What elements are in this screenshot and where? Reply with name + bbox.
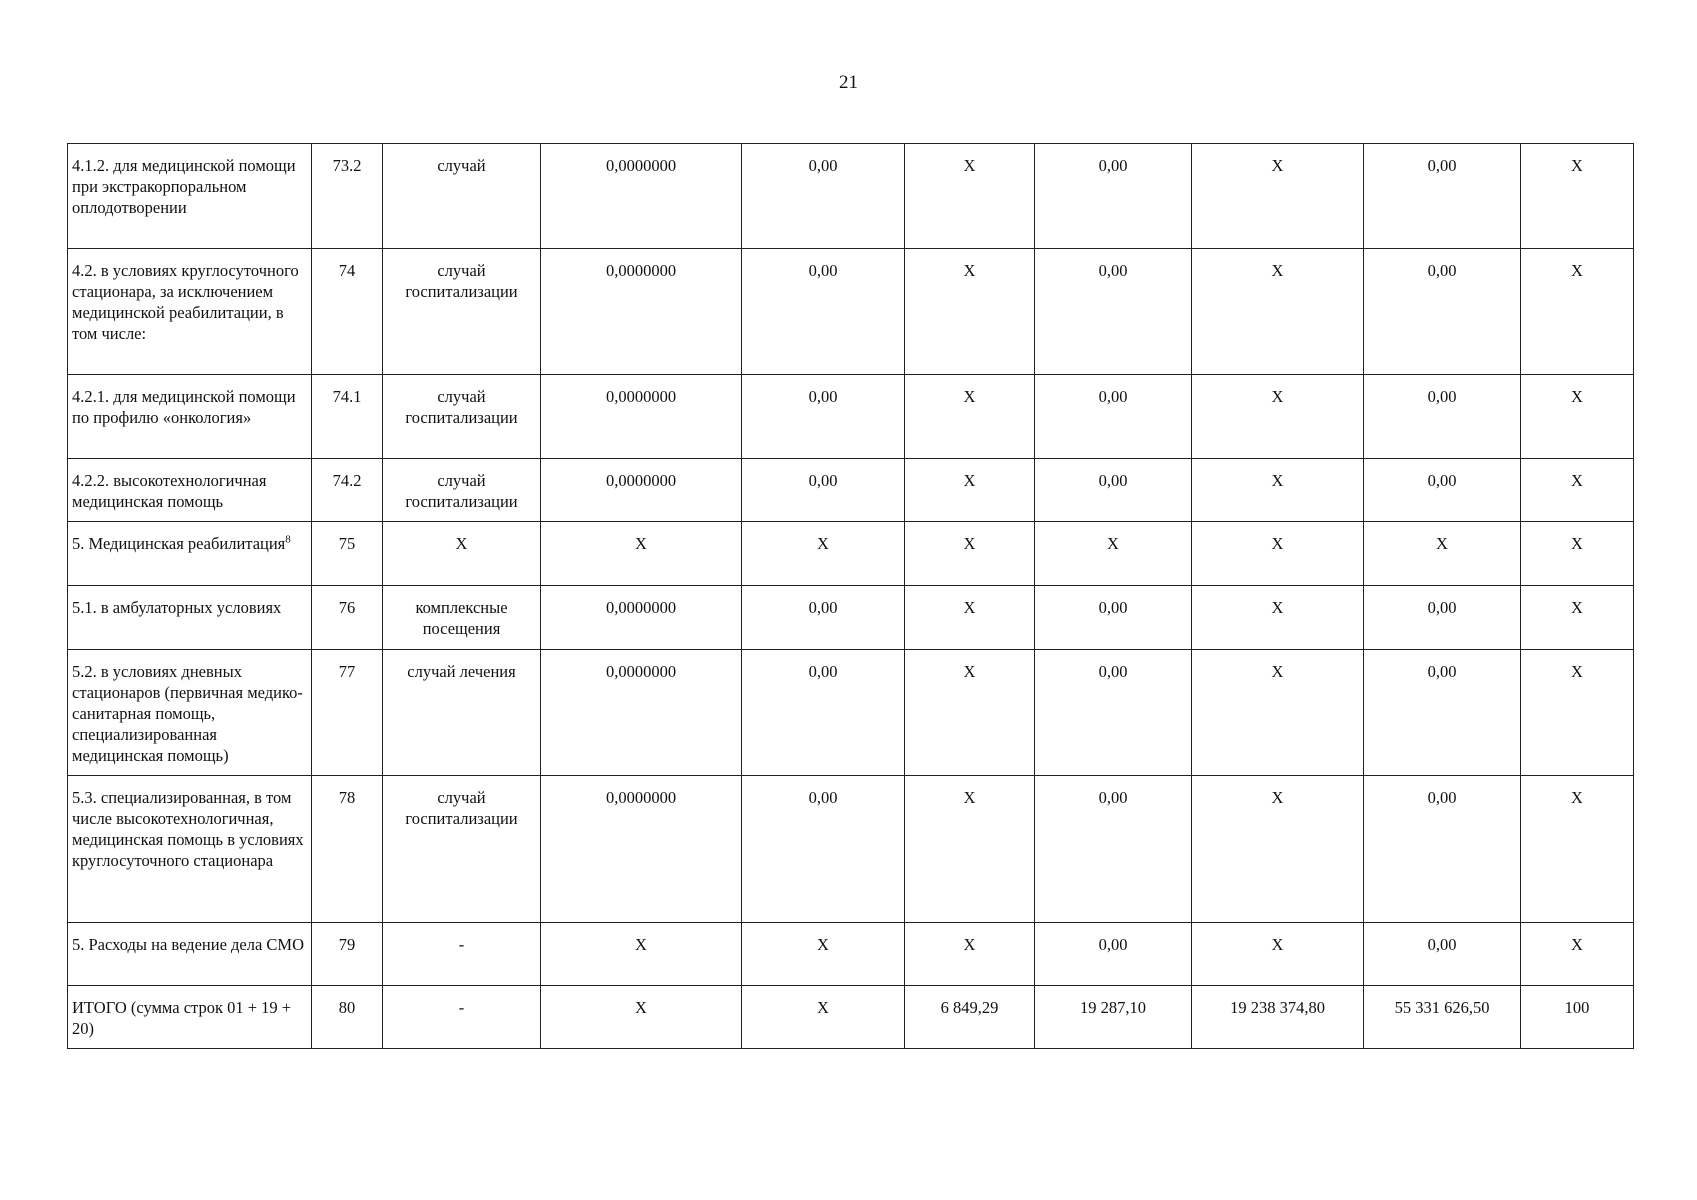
- row-value-cell: 0,0000000: [541, 144, 742, 249]
- row-value-cell: Х: [1364, 522, 1521, 586]
- row-value-cell: 0,00: [1364, 586, 1521, 650]
- row-unit-cell: -: [383, 986, 541, 1049]
- row-value-cell: 19 238 374,80: [1192, 986, 1364, 1049]
- row-value-cell: 0,0000000: [541, 586, 742, 650]
- row-value-cell: 0,00: [1364, 459, 1521, 522]
- row-unit-cell: случай лечения: [383, 650, 541, 776]
- table-row: [68, 459, 1634, 522]
- row-name-cell: 4.1.2. для медицинской помощи при экстракорпоральном оплодотворении: [68, 144, 312, 249]
- row-value-cell: Х: [905, 923, 1035, 986]
- row-unit-cell: -: [383, 923, 541, 986]
- row-value-cell: Х: [905, 522, 1035, 586]
- row-value-cell: Х: [1192, 522, 1364, 586]
- row-name-cell: 4.2. в условиях круглосуточного стационара, за исключением медицинской реабилитации, в том числе:: [68, 249, 312, 375]
- table-row: [68, 923, 1634, 986]
- row-value-cell: Х: [1521, 249, 1634, 375]
- row-code-cell: 79: [312, 923, 383, 986]
- row-value-cell: Х: [905, 249, 1035, 375]
- table-row: [68, 522, 1634, 586]
- row-value-cell: 0,00: [1035, 776, 1192, 923]
- row-value-cell: 55 331 626,50: [1364, 986, 1521, 1049]
- row-value-cell: 0,00: [1035, 249, 1192, 375]
- row-value-cell: Х: [905, 375, 1035, 459]
- row-value-cell: 0,0000000: [541, 776, 742, 923]
- row-value-cell: 0,00: [1035, 650, 1192, 776]
- row-unit-cell: случай: [383, 144, 541, 249]
- row-value-cell: Х: [905, 144, 1035, 249]
- row-code-cell: 74.2: [312, 459, 383, 522]
- report-table: [67, 143, 1634, 1049]
- footnote-marker: 8: [285, 533, 291, 546]
- table-row-total: [68, 986, 1634, 1049]
- table-row: [68, 375, 1634, 459]
- row-value-cell: 6 849,29: [905, 986, 1035, 1049]
- row-value-cell: 100: [1521, 986, 1634, 1049]
- row-value-cell: 0,0000000: [541, 375, 742, 459]
- row-value-cell: 0,00: [1364, 923, 1521, 986]
- row-value-cell: Х: [1192, 776, 1364, 923]
- row-value-cell: Х: [1521, 923, 1634, 986]
- row-name-cell: 5.3. специализированная, в том числе высокотехнологичная, медицинская помощь в условиях круглосуточного стационара: [68, 776, 312, 923]
- row-value-cell: Х: [742, 986, 905, 1049]
- row-value-cell: 0,0000000: [541, 249, 742, 375]
- row-value-cell: 0,0000000: [541, 650, 742, 776]
- row-value-cell: Х: [905, 650, 1035, 776]
- row-unit-cell: случай госпитализации: [383, 375, 541, 459]
- row-value-cell: Х: [1192, 586, 1364, 650]
- row-code-cell: 78: [312, 776, 383, 923]
- row-value-cell: 0,00: [1364, 249, 1521, 375]
- row-value-cell: 0,00: [1364, 375, 1521, 459]
- row-value-cell: Х: [742, 923, 905, 986]
- row-value-cell: Х: [1192, 650, 1364, 776]
- table-row: [68, 776, 1634, 923]
- row-value-cell: 0,00: [742, 586, 905, 650]
- row-value-cell: Х: [1521, 459, 1634, 522]
- row-value-cell: Х: [541, 986, 742, 1049]
- table-row: [68, 249, 1634, 375]
- row-unit-cell: случай госпитализации: [383, 249, 541, 375]
- row-value-cell: Х: [1521, 776, 1634, 923]
- row-name-cell: 5. Расходы на ведение дела СМО: [68, 923, 312, 986]
- table-row: [68, 144, 1634, 249]
- row-value-cell: 0,00: [1035, 923, 1192, 986]
- row-unit-cell: комплексные посещения: [383, 586, 541, 650]
- row-value-cell: 0,00: [742, 249, 905, 375]
- row-value-cell: 0,00: [742, 459, 905, 522]
- row-value-cell: 0,00: [1364, 144, 1521, 249]
- row-value-cell: Х: [905, 776, 1035, 923]
- row-name-cell: 4.2.2. высокотехнологичная медицинская помощь: [68, 459, 312, 522]
- row-code-cell: 74: [312, 249, 383, 375]
- row-unit-cell: Х: [383, 522, 541, 586]
- row-value-cell: Х: [541, 522, 742, 586]
- row-value-cell: 0,00: [742, 776, 905, 923]
- row-name-cell: ИТОГО (сумма строк 01 + 19 + 20): [68, 986, 312, 1049]
- row-unit-cell: случай госпитализации: [383, 459, 541, 522]
- row-value-cell: Х: [1192, 459, 1364, 522]
- row-value-cell: 0,00: [1035, 375, 1192, 459]
- row-value-cell: Х: [905, 586, 1035, 650]
- row-value-cell: Х: [1035, 522, 1192, 586]
- row-value-cell: Х: [905, 459, 1035, 522]
- row-value-cell: 0,00: [742, 650, 905, 776]
- row-name-cell: 5.2. в условиях дневных стационаров (первичная медико-санитарная помощь, специализированная медицинская помощь): [68, 650, 312, 776]
- row-value-cell: Х: [1521, 144, 1634, 249]
- row-value-cell: 0,00: [742, 144, 905, 249]
- row-name-cell: 5. Медицинская реабилитация$^8$: [68, 522, 312, 586]
- row-code-cell: 75: [312, 522, 383, 586]
- page-number: 21: [839, 72, 858, 93]
- row-unit-cell: случай госпитализации: [383, 776, 541, 923]
- row-value-cell: 0,00: [1035, 459, 1192, 522]
- row-value-cell: Х: [1192, 923, 1364, 986]
- row-value-cell: Х: [541, 923, 742, 986]
- row-value-cell: Х: [1192, 144, 1364, 249]
- row-value-cell: 0,00: [1364, 650, 1521, 776]
- row-value-cell: 19 287,10: [1035, 986, 1192, 1049]
- row-code-cell: 73.2: [312, 144, 383, 249]
- table-row: [68, 586, 1634, 650]
- row-code-cell: 77: [312, 650, 383, 776]
- row-value-cell: 0,00: [742, 375, 905, 459]
- table-row: [68, 650, 1634, 776]
- row-value-cell: 0,00: [1364, 776, 1521, 923]
- row-value-cell: Х: [1521, 650, 1634, 776]
- row-value-cell: 0,00: [1035, 144, 1192, 249]
- row-value-cell: 0,0000000: [541, 459, 742, 522]
- row-value-cell: Х: [1192, 375, 1364, 459]
- row-value-cell: Х: [1521, 522, 1634, 586]
- row-code-cell: 76: [312, 586, 383, 650]
- row-code-cell: 74.1: [312, 375, 383, 459]
- row-value-cell: Х: [1192, 249, 1364, 375]
- row-code-cell: 80: [312, 986, 383, 1049]
- row-value-cell: 0,00: [1035, 586, 1192, 650]
- row-value-cell: Х: [742, 522, 905, 586]
- row-name-cell: 5.1. в амбулаторных условиях: [68, 586, 312, 650]
- row-name-cell: 4.2.1. для медицинской помощи по профилю «онкология»: [68, 375, 312, 459]
- row-value-cell: Х: [1521, 375, 1634, 459]
- row-value-cell: Х: [1521, 586, 1634, 650]
